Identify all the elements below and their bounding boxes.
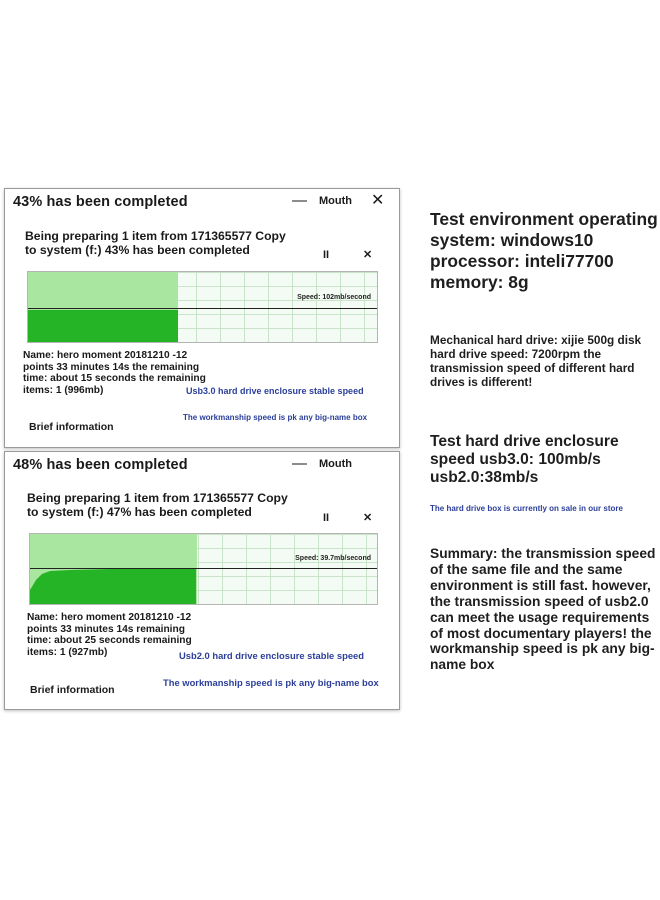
cancel-icon[interactable]: ✕ bbox=[363, 512, 373, 524]
workmanship-caption: The workmanship speed is pk any big-name box bbox=[163, 677, 379, 688]
speed-caption: Usb3.0 hard drive enclosure stable speed bbox=[186, 386, 364, 396]
enclosure-speed-text: Test hard drive enclosure speed usb3.0: 100mb/s usb2.0:38mb/s bbox=[430, 433, 619, 486]
dialog-title: 43% has been completed bbox=[13, 194, 188, 210]
pause-icon[interactable]: II bbox=[323, 249, 330, 261]
items-count: items: 1 (996mb) bbox=[23, 384, 104, 396]
prep-text bbox=[27, 491, 357, 519]
speed-line bbox=[30, 568, 377, 569]
speed-line bbox=[28, 308, 377, 309]
speed-area-svg bbox=[30, 534, 377, 604]
speed-label: Speed: 102mb/second bbox=[297, 294, 371, 301]
workmanship-caption: The workmanship speed is pk any big-name box bbox=[183, 413, 368, 422]
speed-caption: Usb2.0 hard drive enclosure stable speed bbox=[179, 650, 364, 661]
points-remaining: points 33 minutes 14s remaining bbox=[27, 623, 185, 635]
speed-area bbox=[30, 569, 196, 604]
cancel-icon[interactable]: ✕ bbox=[363, 249, 373, 261]
file-name: Name: hero moment 20181210 -12 bbox=[23, 350, 188, 361]
time-remaining: time: about 15 seconds the remaining bbox=[23, 373, 206, 384]
prep-line-2: to system (f:) 43% has been completed bbox=[25, 243, 250, 257]
close-icon[interactable]: ✕ bbox=[371, 192, 385, 209]
speed-graph bbox=[29, 533, 378, 605]
speed-area bbox=[28, 310, 178, 342]
copy-dialog-usb3 bbox=[4, 188, 400, 448]
speed-label: Speed: 39.7mb/second bbox=[295, 555, 371, 562]
prep-line-2: to system (f:) 47% has been completed bbox=[27, 505, 252, 519]
prep-line-1: Being preparing 1 item from 171365577 Copy bbox=[27, 491, 288, 505]
file-name: Name: hero moment 20181210 -12 bbox=[27, 612, 192, 623]
dialog-title: 48% has been completed bbox=[13, 457, 188, 473]
points-remaining: points 33 minutes 14s the remaining bbox=[23, 361, 200, 373]
brief-information-link[interactable]: Brief information bbox=[29, 421, 114, 433]
test-environment-text: Test environment operating system: windows10 processor: inteli77700 memory: 8g bbox=[430, 209, 658, 292]
sale-note: The hard drive box is currently on sale in our store bbox=[430, 504, 623, 513]
mouth-button[interactable]: Mouth bbox=[319, 458, 352, 470]
items-count: items: 1 (927mb) bbox=[27, 646, 108, 658]
time-remaining: time: about 25 seconds remaining bbox=[27, 635, 192, 646]
copy-dialog-usb2 bbox=[4, 451, 400, 710]
minimize-button[interactable]: — bbox=[292, 192, 307, 209]
prep-line-1: Being preparing 1 item from 171365577 Copy bbox=[25, 229, 286, 243]
brief-information-link[interactable]: Brief information bbox=[30, 684, 115, 696]
mouth-button[interactable]: Mouth bbox=[319, 195, 352, 207]
prep-text bbox=[25, 229, 345, 257]
summary-text: Summary: the transmission speed of the same file and the same environment is still fast. however, the transmission speed of usb2.0 can meet the usage requirements of most documentary players! the workmanship speed is pk any big-name box bbox=[430, 546, 656, 673]
minimize-button[interactable]: — bbox=[292, 455, 307, 472]
mechanical-drive-text: Mechanical hard drive: xijie 500g disk hard drive speed: 7200rpm the transmission speed of different hard drives is different! bbox=[430, 333, 642, 389]
speed-graph bbox=[27, 271, 378, 343]
pause-icon[interactable]: II bbox=[323, 512, 330, 524]
